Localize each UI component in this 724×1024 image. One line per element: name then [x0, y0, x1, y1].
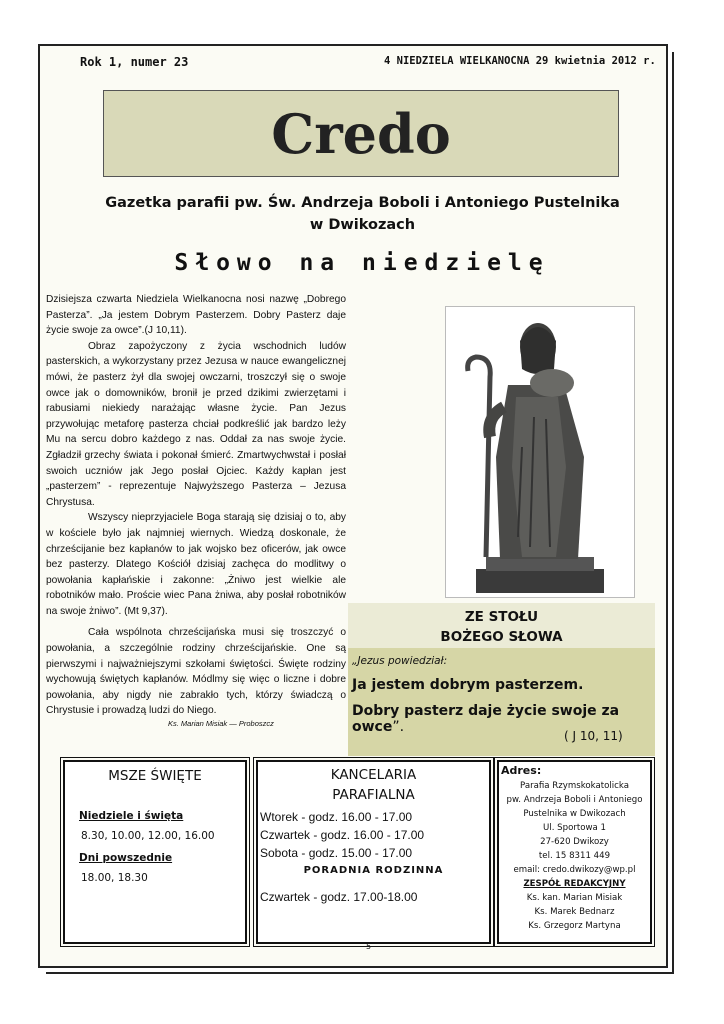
- address-line: Pustelnika w Dwikozach: [523, 809, 626, 819]
- office-title-line1: KANCELARIA: [330, 767, 417, 783]
- article-body: [46, 292, 346, 719]
- article-paragraph: Wszyscy nieprzyjaciele Boga starają się dzisiaj o to, aby w kościele było jak najmniej wiernych. Wiedzą doskonale, że chrześcijanie bez kapłanów to jak wojsko bez oficerów, jak owce bez pasterzy. Dlatego Kościół dzisiaj zachęca do modlitwy o powołania kapłańskie i zakonne: „Żniwo jest wielkie ale robotników mało. Proście wiec Pana żniwa, aby posłał robotników na swoje żniwo”. (Mt 9,37).: [46, 512, 346, 617]
- good-shepherd-statue-image: [445, 306, 635, 598]
- scripture-sidebar: [348, 603, 655, 756]
- sidebar-head-line2: BOŻEGO SŁOWA: [440, 629, 563, 645]
- masthead-subtitle: [90, 192, 635, 236]
- address-line: Ul. Sportowa 1: [543, 823, 606, 833]
- sundays-label: Niedziele i święta: [79, 810, 184, 822]
- section-title: Słowo na niedzielę: [174, 250, 550, 276]
- quote-line1: Ja jestem dobrym pasterzem.: [352, 677, 584, 693]
- issue-number: Rok 1, numer 23: [80, 55, 189, 69]
- weekdays-label: Dni powszednie: [79, 852, 173, 864]
- quote-intro: „Jezus powiedział:: [352, 655, 448, 667]
- office-box: [256, 760, 491, 944]
- statue-illustration: [446, 307, 634, 597]
- office-saturday: Sobota - godz. 15.00 - 17.00: [260, 846, 413, 860]
- sidebar-head-line1: ZE STOŁU: [464, 609, 539, 625]
- issue-date: 4 NIEDZIELA WIELKANOCNA 29 kwietnia 2012 r.: [384, 55, 656, 67]
- quote-line2-text: Dobry pasterz daje życie swoje za owce: [352, 703, 620, 735]
- quote-close: ”.: [392, 719, 405, 735]
- sidebar-header: [348, 603, 655, 648]
- address-head: Adres:: [501, 764, 542, 777]
- editor-name: Ks. Grzegorz Martyna: [528, 921, 621, 931]
- office-title-line2: PARAFIALNA: [332, 787, 415, 803]
- editor-name: Ks. kan. Marian Misiak: [526, 893, 623, 903]
- article-paragraph: Cała wspólnota chrześcijańska musi się troszczyć o powołania, a szczególnie rodziny chrześcijańskie. One są pierwszymi i najważniejszymi szkołami świętości. Święte rodziny wychowują świętych kapłanów. Módlmy się więc o liczne i dobre powołania, aby nigdy nie zabrakło tych, którzy świadczą o Chrystusie i prowadzą ludzi do Niego.: [46, 627, 346, 717]
- subtitle-line1: Gazetka parafii pw. Św. Andrzeja Boboli i Antoniego Pustelnika: [105, 195, 620, 211]
- masses-box: [63, 760, 247, 944]
- article-paragraph: Dzisiejsza czwarta Niedziela Wielkanocna nosi nazwę „Dobrego Pasterza”. „Ja jestem Dobrym Pasterzem. Dobry Pasterz daje życie swoje za owce”.(J 10,11).: [46, 294, 346, 337]
- editorial-team-label: ZESPÓŁ REDAKCYJNY: [523, 879, 626, 889]
- masthead-title: Credo: [271, 101, 451, 166]
- family-clinic-label: PORADNIA RODZINNA: [303, 865, 444, 876]
- quote-reference: ( J 10, 11): [564, 729, 623, 743]
- address-box: [497, 760, 652, 944]
- masthead-box: [103, 90, 619, 177]
- address-phone: tel. 15 8311 449: [538, 851, 611, 861]
- office-thursday: Czwartek - godz. 16.00 - 17.00: [260, 828, 425, 842]
- subtitle-line2: w Dwikozach: [309, 217, 416, 233]
- weekdays-times: 18.00, 18.30: [81, 872, 148, 884]
- article-signature: Ks. Marian Misiak — Proboszcz: [168, 719, 274, 728]
- article-paragraph: Obraz zapożyczony z życia wschodnich ludów pasterskich, a wykorzystany przez Jezusa w nauce ewangelicznej mówi, że pasterz żył dla swojej owczarni, troszczył się o swoje owce jak o domowników, bronił je przed dzikimi zwierzętami i rabusiami niekiedy narażając własne życie. Pan Jezus przywołując metaforę pasterza chciał podkreślić jak bardzo leży Mu na sercu dobro każdego z nas. Oddał za nas swoje życie. Zgładził grzechy świata i pokonał śmierć. Zmartwychwstał i posłał swoich uczniów jak Jego posłał Ojciec. Każdy kapłan jest „pasterzem” - reprezentuje Najwyższego Pasterza – Jezusa Chrystusa.: [46, 340, 346, 508]
- address-line: Parafia Rzymskokatolicka: [520, 781, 629, 791]
- address-email[interactable]: email: credo.dwikozy@wp.pl: [513, 865, 636, 875]
- address-line: pw. Andrzeja Boboli i Antoniego: [506, 795, 643, 805]
- page-number: 5: [366, 942, 372, 951]
- office-tuesday: Wtorek - godz. 16.00 - 17.00: [260, 810, 413, 824]
- address-line: 27-620 Dwikozy: [540, 837, 609, 847]
- family-clinic-thursday: Czwartek - godz. 17.00-18.00: [260, 890, 418, 904]
- masses-title: MSZE ŚWIĘTE: [108, 768, 202, 784]
- editor-name: Ks. Marek Bednarz: [534, 907, 615, 917]
- sundays-times: 8.30, 10.00, 12.00, 16.00: [81, 830, 215, 842]
